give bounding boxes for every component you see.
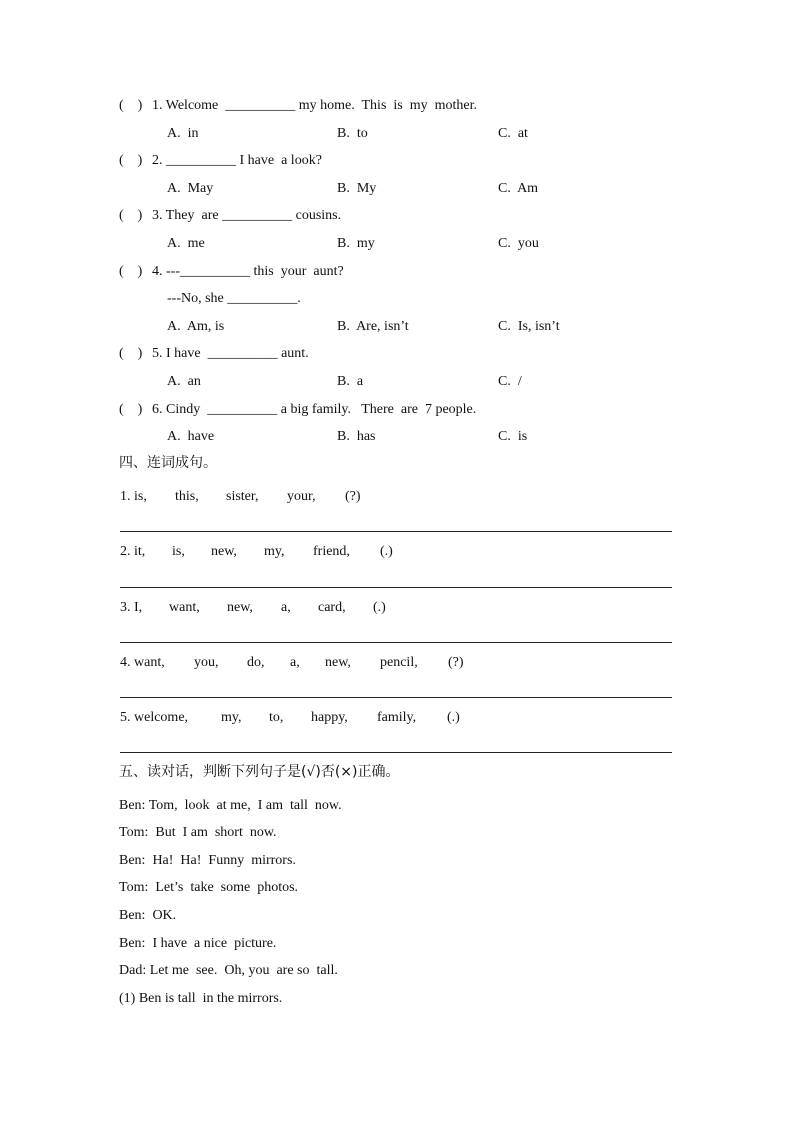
question-text: 5. I have __________ aunt. xyxy=(152,346,309,361)
option-a[interactable]: A. have xyxy=(167,429,215,444)
option-c[interactable]: C. at xyxy=(498,126,528,141)
question-text: 4. ---__________ this your aunt? xyxy=(152,264,344,279)
option-c[interactable]: C. / xyxy=(498,374,522,389)
option-c[interactable]: C. Is, isn’t xyxy=(498,319,560,334)
word: this, xyxy=(175,489,199,504)
word: friend, xyxy=(313,544,350,559)
judgement-statement: (1) Ben is tall in the mirrors. xyxy=(119,991,283,1006)
word: happy, xyxy=(311,710,348,725)
dialogue-line: Dad: Let me see. Oh, you are so tall. xyxy=(119,963,338,978)
word: 1. is, xyxy=(120,489,147,504)
word: your, xyxy=(287,489,316,504)
word: (?) xyxy=(448,655,464,670)
option-b[interactable]: B. My xyxy=(337,181,377,196)
answer-paren[interactable]: ( ) xyxy=(119,264,143,279)
word: sister, xyxy=(226,489,259,504)
section-5-title: 五、读对话，判断下列句子是(√)否(×)正确。 xyxy=(119,764,400,780)
word: do, xyxy=(247,655,265,670)
answer-line[interactable] xyxy=(120,587,672,588)
question-text: 6. Cindy __________ a big family. There are 7 people. xyxy=(152,402,477,417)
word: (?) xyxy=(345,489,361,504)
option-c[interactable]: C. Am xyxy=(498,181,539,196)
word: is, xyxy=(172,544,185,559)
dialogue-line: Tom: But I am short now. xyxy=(119,825,277,840)
word: want, xyxy=(169,600,200,615)
dialogue-line: Ben: Tom, look at me, I am tall now. xyxy=(119,798,342,813)
word: family, xyxy=(377,710,417,725)
option-a[interactable]: A. an xyxy=(167,374,201,389)
word: (.) xyxy=(373,600,386,615)
answer-line[interactable] xyxy=(120,752,672,753)
word: 3. I, xyxy=(120,600,143,615)
word: a, xyxy=(281,600,291,615)
word: new, xyxy=(227,600,253,615)
section-4-title: 四、连词成句。 xyxy=(119,455,217,471)
word: 2. it, xyxy=(120,544,146,559)
word: (.) xyxy=(447,710,460,725)
dialogue-line: Tom: Let’s take some photos. xyxy=(119,880,299,895)
option-c[interactable]: C. you xyxy=(498,236,539,251)
option-b[interactable]: B. a xyxy=(337,374,364,389)
word: new, xyxy=(325,655,351,670)
answer-paren[interactable]: ( ) xyxy=(119,208,143,223)
question-text: 1. Welcome __________ my home. This is my mother. xyxy=(152,98,478,113)
word: pencil, xyxy=(380,655,418,670)
question-sub-line: ---No, she __________. xyxy=(167,291,301,306)
word: 4. want, xyxy=(120,655,165,670)
option-b[interactable]: B. my xyxy=(337,236,375,251)
answer-paren[interactable]: ( ) xyxy=(119,346,143,361)
answer-paren[interactable]: ( ) xyxy=(119,402,143,417)
word: (.) xyxy=(380,544,393,559)
dialogue-line: Ben: I have a nice picture. xyxy=(119,936,277,951)
option-a[interactable]: A. May xyxy=(167,181,214,196)
option-c[interactable]: C. is xyxy=(498,429,528,444)
option-b[interactable]: B. to xyxy=(337,126,368,141)
word: card, xyxy=(318,600,346,615)
question-text: 3. They are __________ cousins. xyxy=(152,208,342,223)
answer-paren[interactable]: ( ) xyxy=(119,98,143,113)
word: my, xyxy=(264,544,285,559)
option-b[interactable]: B. Are, isn’t xyxy=(337,319,409,334)
word: to, xyxy=(269,710,284,725)
dialogue-line: Ben: Ha! Ha! Funny mirrors. xyxy=(119,853,296,868)
option-a[interactable]: A. in xyxy=(167,126,199,141)
dialogue-line: Ben: OK. xyxy=(119,908,177,923)
word: you, xyxy=(194,655,219,670)
word: my, xyxy=(221,710,242,725)
answer-line[interactable] xyxy=(120,642,672,643)
word: 5. welcome, xyxy=(120,710,189,725)
option-a[interactable]: A. me xyxy=(167,236,205,251)
question-text: 2. __________ I have a look? xyxy=(152,153,322,168)
word: a, xyxy=(290,655,300,670)
word: new, xyxy=(211,544,237,559)
option-a[interactable]: A. Am, is xyxy=(167,319,225,334)
answer-line[interactable] xyxy=(120,531,672,532)
answer-line[interactable] xyxy=(120,697,672,698)
answer-paren[interactable]: ( ) xyxy=(119,153,143,168)
option-b[interactable]: B. has xyxy=(337,429,376,444)
